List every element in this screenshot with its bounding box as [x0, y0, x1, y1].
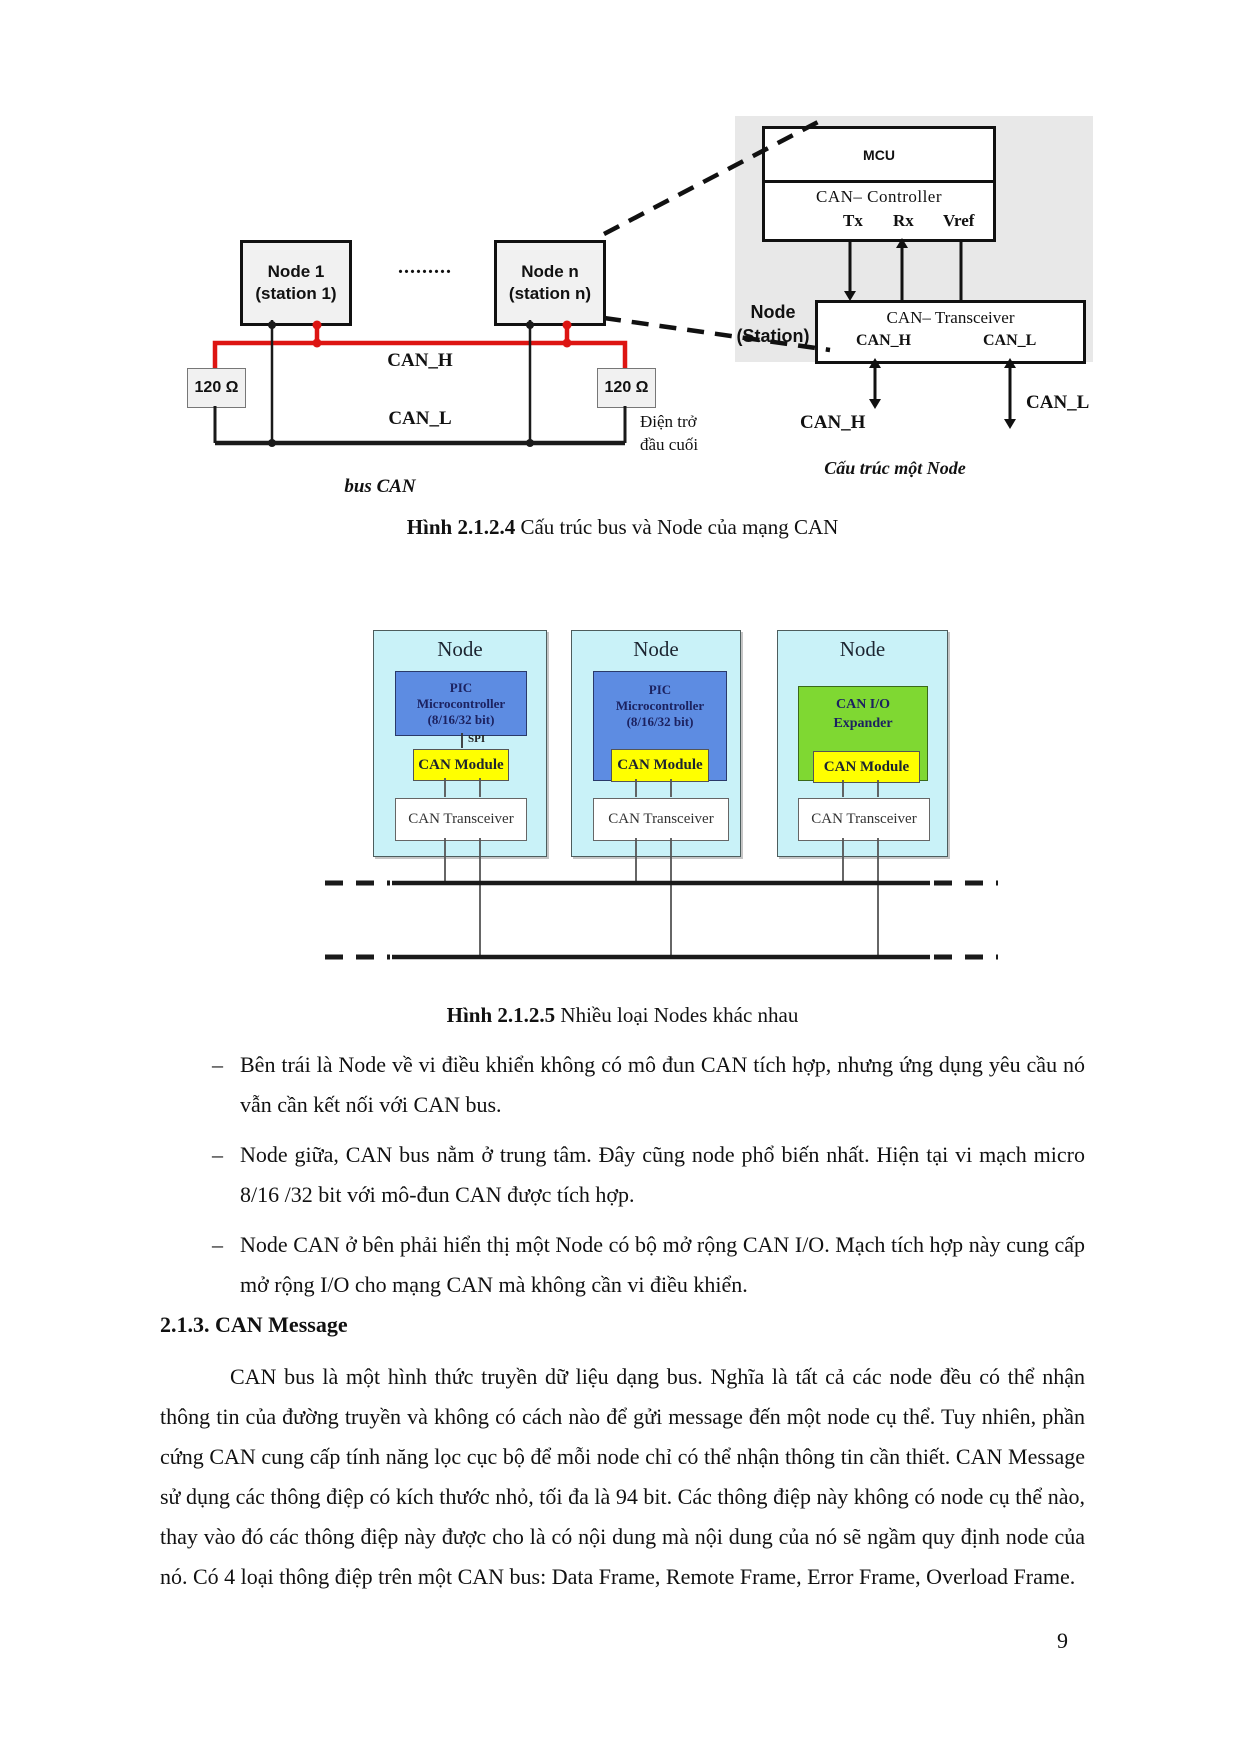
fig1-can-h-bus-label: CAN_H — [387, 350, 453, 371]
page-number: 9 — [1057, 1628, 1068, 1653]
fig1-can-transceiver-title: CAN– Transceiver — [886, 308, 1015, 327]
fig1-transceiver-pin-can-h: CAN_H — [856, 332, 912, 349]
fig2-node-c-can-io-expander: CAN I/O Expander — [798, 686, 928, 781]
fig2-node-c-title: Node — [839, 637, 886, 661]
fig2-node-b — [571, 630, 741, 857]
fig1-can-transceiver-box — [815, 300, 1086, 364]
fig1-transceiver-pin-can-l: CAN_L — [983, 332, 1037, 349]
fig1-terminator-note: Điện trở đầu cuối — [640, 412, 699, 454]
fig1-node1-line2: (station 1) — [255, 284, 337, 303]
fig2-node-a — [373, 630, 547, 857]
bullet-dash: – — [212, 1142, 223, 1167]
fig1-caption — [160, 515, 1085, 540]
fig2-node-c-can-module: CAN Module — [813, 751, 920, 783]
section-heading: 2.1.3. CAN Message — [160, 1312, 348, 1337]
fig2-node-a-title: Node — [437, 637, 483, 661]
fig2-caption-number: Hình 2.1.2.5 — [446, 1003, 556, 1027]
fig1-can-controller-title: CAN– Controller — [815, 187, 943, 206]
fig2-node-b-title: Node — [633, 637, 679, 661]
fig1-wire-can-h-label: CAN_H — [800, 412, 866, 433]
bullet-dash: – — [212, 1052, 223, 1077]
fig1-can-l-bus-label: CAN_L — [388, 408, 452, 429]
fig1-noden-line1: Node n — [521, 262, 579, 281]
fig1-noden-line2: (station n) — [508, 284, 592, 303]
fig1-pin-vref: Vref — [943, 211, 975, 230]
bullet-item-2 — [160, 1135, 1085, 1215]
body-paragraph: CAN bus là một hình thức truyền dữ liệu dạng bus. Nghĩa là tất cả các node đều có thể nhận thông tin của đường truyền và không có cách nào để gửi message đến một node cụ thể. Tuy nhiên, phần cứng CAN cung cấp tính năng lọc cục bộ để mỗi node chỉ có thể nhận thông tin cần thiết. CAN Message sử dụng các thông điệp có kích thước nhỏ, tối đa là 94 bit. Các thông điệp này không có node cụ thể nào, thay vào đó các thông điệp này được cho là có nội dung mà nội dung của nó sẽ ngầm quy định node của nó. Có 4 loại thông điệp trên một CAN bus: Data Frame, Remote Frame, Error Frame, Overload Frame. — [160, 1364, 1085, 1589]
fig2-node-a-pic-microcontroller: PIC Microcontroller (8/16/32 bit) — [395, 671, 527, 736]
fig1-wire-can-l-label: CAN_L — [1026, 392, 1090, 413]
fig1-node1-line1: Node 1 — [267, 262, 325, 281]
fig1-terminating-resistor-left: 120 Ω — [187, 368, 246, 408]
fig1-bus-can-label: bus CAN — [344, 476, 416, 497]
fig1-pin-tx: Tx — [843, 211, 863, 230]
bullet-text-3: Node CAN ở bên phải hiển thị một Node có bộ mở rộng CAN I/O. Mạch tích hợp này cung cấp mở rộng I/O cho mạng CAN mà không cần vi điều khiển. — [240, 1232, 1085, 1297]
fig1-ellipsis-dots: ......... — [398, 256, 452, 278]
fig2-node-b-pic-microcontroller: PIC Microcontroller (8/16/32 bit) — [593, 671, 727, 781]
fig1-node1-box — [240, 240, 352, 326]
fig2-node-a-can-transceiver: CAN Transceiver — [395, 798, 527, 841]
fig2-node-a-spi-label: SPI — [468, 733, 486, 745]
bullet-text-1: Bên trái là Node về vi điều khiển không có mô đun CAN tích hợp, nhưng ứng dụng yêu cầu nó vẫn cần kết nối với CAN bus. — [240, 1052, 1085, 1117]
fig2-node-c-can-transceiver: CAN Transceiver — [798, 798, 930, 841]
fig1-caption-number: Hình 2.1.2.4 — [406, 515, 516, 539]
fig1-caption-text: Cấu trúc bus và Node của mạng CAN — [515, 515, 839, 539]
fig2-node-b-can-module: CAN Module — [611, 749, 709, 782]
fig1-pin-rx: Rx — [893, 211, 914, 230]
fig1-can-controller-box — [762, 180, 996, 242]
fig1-structure-caption: Cấu trúc một Node — [824, 458, 966, 478]
fig2-caption-text: Nhiều loại Nodes khác nhau — [555, 1003, 799, 1027]
bullet-dash: – — [212, 1232, 223, 1257]
fig1-mcu-box: MCU — [762, 126, 996, 184]
fig1-terminating-resistor-right: 120 Ω — [597, 368, 656, 408]
fig2-node-a-can-module: CAN Module — [413, 749, 509, 781]
fig2-node-c — [777, 630, 948, 857]
fig2-node-b-can-transceiver: CAN Transceiver — [593, 798, 729, 841]
fig1-node-station-label: Node (Station) — [736, 302, 810, 346]
bullet-item-1 — [160, 1045, 1085, 1125]
bullet-text-2: Node giữa, CAN bus nằm ở trung tâm. Đây cũng node phổ biến nhất. Hiện tại vi mạch micro 8/16 /32 bit với mô-đun CAN được tích hợp. — [240, 1142, 1085, 1207]
bullet-item-3 — [160, 1225, 1085, 1305]
fig2-caption — [160, 1003, 1085, 1028]
bullet-list — [160, 1045, 1085, 1315]
fig1-noden-box — [494, 240, 606, 326]
